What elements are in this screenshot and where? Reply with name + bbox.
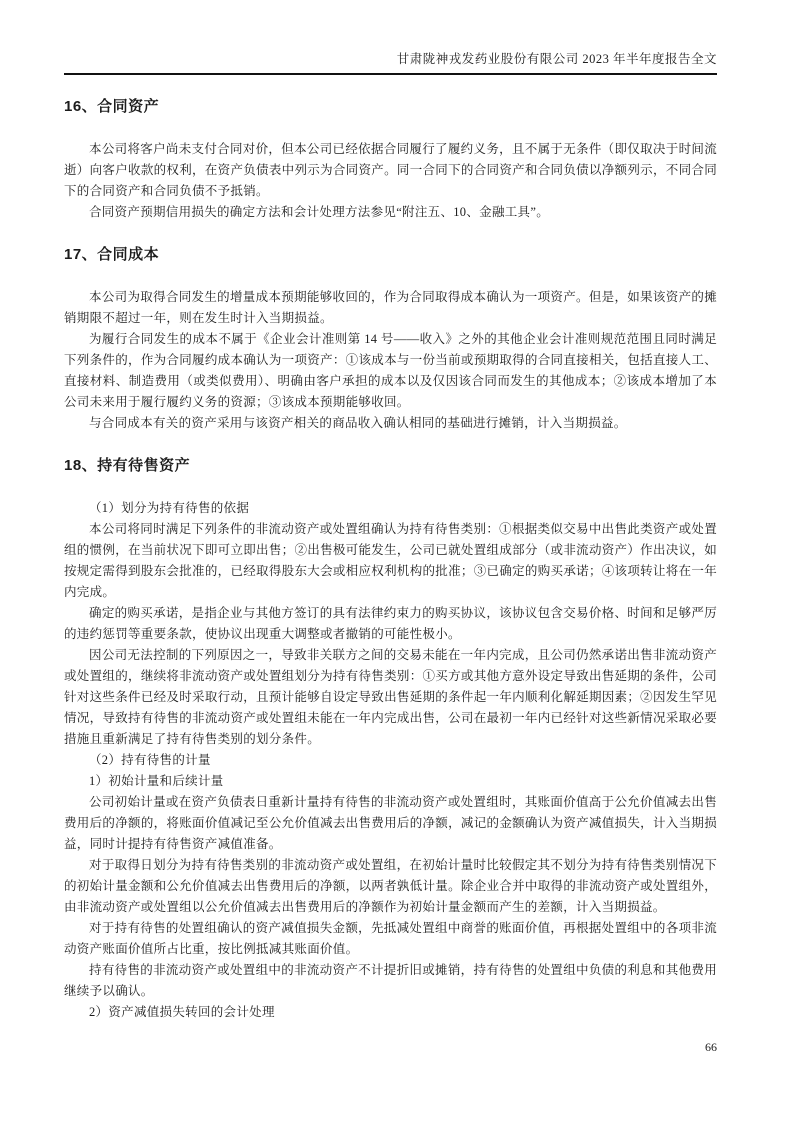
paragraph: 公司初始计量或在资产负债表日重新计量持有待售的非流动资产或处置组时，其账面价值高于公允价值减去出售费用后的净额的，将账面价值减记至公允价值减去出售费用后的净额，减记的金额确认为资产减值损失，计入当期损益，同时计提持有待售资产减值准备。 [64,795,717,851]
paragraph: 确定的购买承诺，是指企业与其他方签订的具有法律约束力的购买协议，该协议包含交易价格、时间和足够严厉的违约惩罚等重要条款，使协议出现重大调整或者撤销的可能性极小。 [64,606,717,641]
paragraph: 对于持有待售的处置组确认的资产减值损失金额，先抵减处置组中商誉的账面价值，再根据处置组中的各项非流动资产账面价值所占比重，按比例抵减其账面价值。 [64,921,717,956]
paragraph: 持有待售的非流动资产或处置组中的非流动资产不计提折旧或摊销，持有待售的处置组中负债的利息和其他费用继续予以确认。 [64,963,717,998]
subheading-impairment-reversal: 2）资产减值损失转回的会计处理 [89,1005,275,1019]
section-contract-costs [64,245,717,434]
subheading-measurement: （2）持有待售的计量 [89,753,211,767]
paragraph: 本公司为取得合同发生的增量成本预期能够收回的，作为合同取得成本确认为一项资产。但是，如果该资产的摊销期限不超过一年，则在发生时计入当期损益。 [64,290,717,325]
section-heading: 16、合同资产 [64,98,160,115]
paragraph: 为履行合同发生的成本不属于《企业会计准则第 14 号——收入》之外的其他企业会计准则规范范围且同时满足下列条件的，作为合同履约成本确认为一项资产：①该成本与一份当前或预期取得的合同直接相关，包括直接人工、直接材料、制造费用（或类似费用）、明确由客户承担的成本以及仅因该合同而发生的其他成本；②该成本增加了本公司未来用于履行履约义务的资源；③该成本预期能够收回。 [64,332,717,409]
section-contract-assets [64,97,717,223]
paragraph: 合同资产预期信用损失的确定方法和会计处理方法参见“附注五、10、金融工具”。 [89,205,549,219]
report-title: 甘肃陇神戎发药业股份有限公司 2023 年半年度报告全文 [396,52,717,66]
paragraph: 因公司无法控制的下列原因之一，导致非关联方之间的交易未能在一年内完成，且公司仍然承诺出售非流动资产或处置组的，继续将非流动资产或处置组划分为持有待售类别：①买方或其他方意外设定导致出售延期的条件，公司针对这些条件已经及时采取行动，且预计能够自设定导致出售延期的条件起一年内顺利化解延期因素；②因发生罕见情况，导致持有待售的非流动资产或处置组未能在一年内完成出售，公司在最初一年内已经针对这些新情况采取必要措施且重新满足了持有待售类别的划分条件。 [64,648,717,746]
paragraph: 对于取得日划分为持有待售类别的非流动资产或处置组，在初始计量时比较假定其不划分为持有待售类别情况下的初始计量金额和公允价值减去出售费用后的净额，以两者孰低计量。除企业合并中取得的非流动资产或处置组外，由非流动资产或处置组以公允价值减去出售费用后的净额作为初始计量金额而产生的差额，计入当期损益。 [64,858,717,914]
paragraph: 本公司将客户尚未支付合同对价，但本公司已经依据合同履行了履约义务，且不属于无条件（即仅取决于时间流逝）向客户收款的权利，在资产负债表中列示为合同资产。同一合同下的合同资产和合同负债以净额列示，不同合同下的合同资产和合同负债不予抵销。 [64,142,717,198]
paragraph: 本公司将同时满足下列条件的非流动资产或处置组确认为持有待售类别：①根据类似交易中出售此类资产或处置组的惯例，在当前状况下即可立即出售；②出售极可能发生，公司已就处置组成部分（或非流动资产）作出决议，如按规定需得到股东会批准的，已经取得股东大会或相应权利机构的批准；③已确定的购买承诺；④该项转让将在一年内完成。 [64,522,717,599]
page-content [64,97,717,1023]
page-header [64,50,717,73]
header-rule [64,73,717,75]
subheading-initial-measurement: 1）初始计量和后续计量 [89,774,224,788]
subheading-basis: （1）划分为持有待售的依据 [89,501,250,515]
section-heading: 17、合同成本 [64,246,160,263]
section-heading: 18、持有待售资产 [64,457,191,474]
section-held-for-sale-assets [64,456,717,1023]
paragraph: 与合同成本有关的资产采用与该资产相关的商品收入确认相同的基础进行摊销，计入当期损益。 [89,416,627,430]
page-number: 66 [705,1040,717,1054]
